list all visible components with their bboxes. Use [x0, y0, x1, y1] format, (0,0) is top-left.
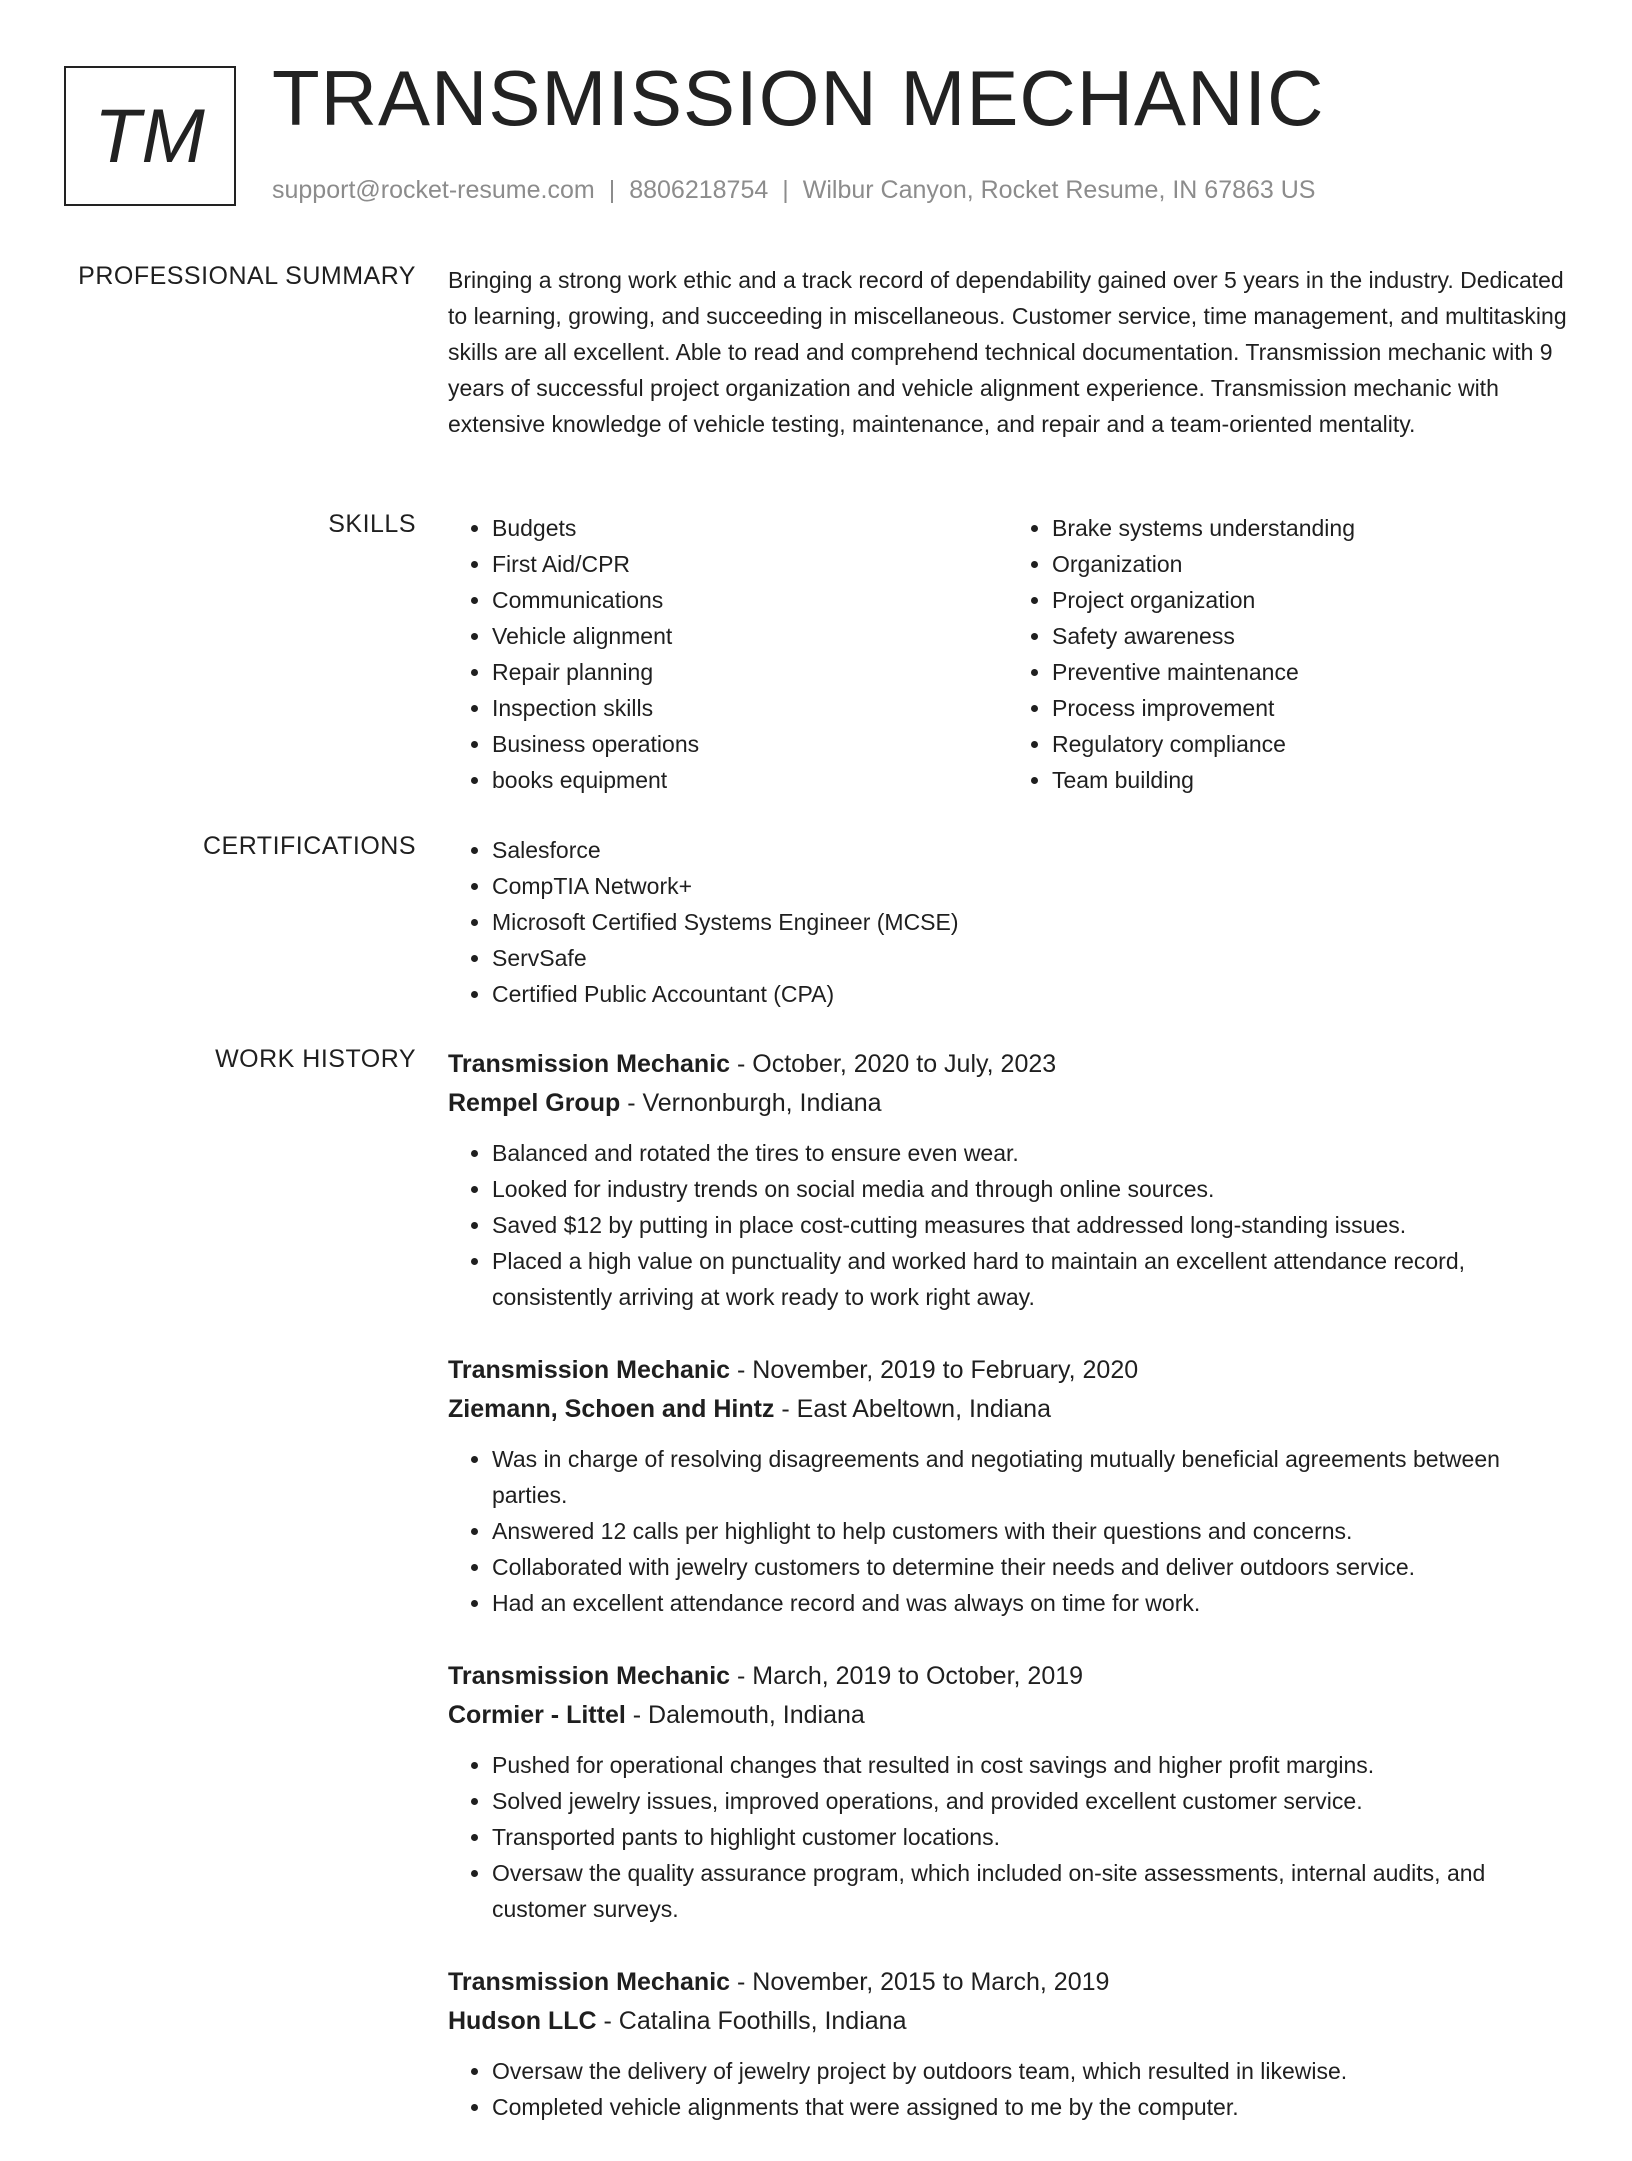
skill-item: • Regulatory compliance — [1052, 726, 1568, 762]
job-bullet: • Answered 12 calls per highlight to help customers with their questions and concerns. — [492, 1513, 1568, 1549]
certification-item: • CompTIA Network+ — [492, 868, 1568, 904]
job-bullet: • Balanced and rotated the tires to ensure even wear. — [492, 1135, 1568, 1171]
summary-heading: PROFESSIONAL SUMMARY — [78, 262, 416, 290]
job-company: Ziemann, Schoen and Hintz — [448, 1395, 775, 1423]
job-bullet: • Pushed for operational changes that resulted in cost savings and higher profit margins. — [492, 1747, 1568, 1783]
job-company: Rempel Group — [448, 1089, 621, 1117]
job-bullet: • Was in charge of resolving disagreements and negotiating mutually beneficial agreements between parties. — [492, 1441, 1568, 1513]
skill-item: • Budgets — [492, 510, 1008, 546]
job-entry — [448, 1963, 1568, 2125]
skill-item: • Brake systems understanding — [1052, 510, 1568, 546]
job-entry — [448, 1045, 1568, 1315]
skills-heading: SKILLS — [328, 510, 416, 538]
contact-email: support@rocket-resume.com — [272, 176, 595, 204]
summary-text: Bringing a strong work ethic and a track record of dependability gained over 5 years in the industry. Dedicated to learning, growing, and succeeding in miscellaneous. Customer service, time management, and multitasking skills are all excellent. Able to read and comprehend technical documentation. Transmission mechanic with 9 years of successful project organization and vehicle alignment experience. Transmission mechanic with extensive knowledge of vehicle testing, maintenance, and repair and a team-oriented mentality. — [448, 267, 1567, 437]
work-history-heading: WORK HISTORY — [215, 1045, 416, 1073]
monogram-box — [64, 66, 236, 206]
job-title: Transmission Mechanic — [448, 1968, 731, 1996]
job-bullets — [448, 1441, 1568, 1621]
job-bullet: • Completed vehicle alignments that were assigned to me by the computer. — [492, 2089, 1568, 2125]
job-title-line — [448, 1657, 1568, 1696]
job-company-line — [448, 1696, 1568, 1735]
job-location: - Vernonburgh, Indiana — [620, 1089, 882, 1117]
certification-item: • Certified Public Accountant (CPA) — [492, 976, 1568, 1012]
skill-item: • books equipment — [492, 762, 1008, 798]
skill-item: • Repair planning — [492, 654, 1008, 690]
skill-item: • First Aid/CPR — [492, 546, 1008, 582]
job-company-line — [448, 1084, 1568, 1123]
certifications-body — [448, 832, 1568, 1012]
job-dates: - November, 2015 to March, 2019 — [730, 1968, 1110, 1996]
job-bullet: • Solved jewelry issues, improved operations, and provided excellent customer service. — [492, 1783, 1568, 1819]
contact-separator: | — [782, 176, 789, 204]
job-company: Cormier - Littel — [448, 1701, 626, 1729]
skill-item: • Process improvement — [1052, 690, 1568, 726]
job-title-line — [448, 1963, 1568, 2002]
job-location: - East Abeltown, Indiana — [774, 1395, 1051, 1423]
monogram-initials: TM — [94, 93, 206, 179]
work-history-body — [448, 1045, 1568, 2161]
certification-item: • ServSafe — [492, 940, 1568, 976]
contact-phone: 8806218754 — [629, 176, 769, 204]
job-company-line — [448, 2002, 1568, 2041]
job-title: Transmission Mechanic — [448, 1356, 731, 1384]
job-bullet: • Oversaw the delivery of jewelry project by outdoors team, which resulted in likewise. — [492, 2053, 1568, 2089]
job-bullet: • Transported pants to highlight customer locations. — [492, 1819, 1568, 1855]
contact-line — [272, 176, 1316, 205]
job-entry — [448, 1351, 1568, 1621]
certifications-heading: CERTIFICATIONS — [202, 832, 416, 860]
job-location: - Catalina Foothills, Indiana — [596, 2007, 907, 2035]
job-company: Hudson LLC — [448, 2007, 597, 2035]
skill-item: • Safety awareness — [1052, 618, 1568, 654]
skill-item: • Inspection skills — [492, 690, 1008, 726]
contact-address: Wilbur Canyon, Rocket Resume, IN 67863 US — [802, 176, 1316, 204]
skill-item: • Team building — [1052, 762, 1568, 798]
skills-grid — [448, 510, 1568, 798]
certifications-list — [448, 832, 1568, 1012]
job-bullets — [448, 2053, 1568, 2125]
job-title-line — [448, 1351, 1568, 1390]
skill-item: • Business operations — [492, 726, 1008, 762]
job-dates: - October, 2020 to July, 2023 — [730, 1050, 1057, 1078]
job-bullet: • Looked for industry trends on social media and through online sources. — [492, 1171, 1568, 1207]
job-title-line — [448, 1045, 1568, 1084]
skill-item: • Preventive maintenance — [1052, 654, 1568, 690]
job-bullet: • Saved $12 by putting in place cost-cutting measures that addressed long-standing issues. — [492, 1207, 1568, 1243]
job-bullet: • Collaborated with jewelry customers to determine their needs and deliver outdoors service. — [492, 1549, 1568, 1585]
job-bullet: • Placed a high value on punctuality and worked hard to maintain an excellent attendance record, consistently arriving at work ready to work right away. — [492, 1243, 1568, 1315]
job-location: - Dalemouth, Indiana — [625, 1701, 865, 1729]
skill-item: • Vehicle alignment — [492, 618, 1008, 654]
job-title: Transmission Mechanic — [448, 1050, 731, 1078]
certification-item: • Microsoft Certified Systems Engineer (MCSE) — [492, 904, 1568, 940]
skill-item: • Project organization — [1052, 582, 1568, 618]
skill-item: • Organization — [1052, 546, 1568, 582]
candidate-name: TRANSMISSION MECHANIC — [272, 54, 1325, 142]
skills-list-left — [448, 510, 1008, 798]
job-bullet: • Oversaw the quality assurance program, which included on-site assessments, internal audits, and customer surveys. — [492, 1855, 1568, 1927]
skills-list-right — [1008, 510, 1568, 798]
job-company-line — [448, 1390, 1568, 1429]
summary-body — [448, 262, 1568, 442]
job-bullets — [448, 1135, 1568, 1315]
job-dates: - November, 2019 to February, 2020 — [730, 1356, 1139, 1384]
job-bullets — [448, 1747, 1568, 1927]
skill-item: • Communications — [492, 582, 1008, 618]
job-entry — [448, 1657, 1568, 1927]
job-dates: - March, 2019 to October, 2019 — [730, 1662, 1084, 1690]
job-bullet: • Had an excellent attendance record and was always on time for work. — [492, 1585, 1568, 1621]
job-title: Transmission Mechanic — [448, 1662, 731, 1690]
skills-body — [448, 510, 1568, 798]
contact-separator: | — [608, 176, 616, 204]
certification-item: • Salesforce — [492, 832, 1568, 868]
